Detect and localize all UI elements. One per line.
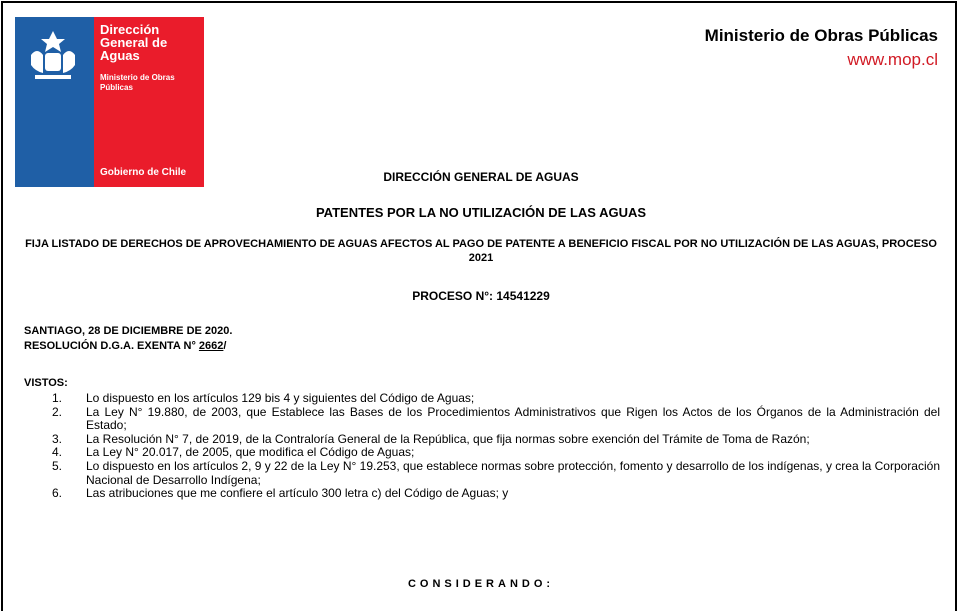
list-item-text: Lo dispuesto en los artículos 129 bis 4 y siguientes del Código de Aguas; (86, 391, 475, 405)
logo-government: Gobierno de Chile (100, 167, 187, 178)
vistos-list (24, 392, 940, 501)
logo-red-panel (94, 17, 204, 187)
ministry-url[interactable]: www.mop.cl (847, 50, 938, 69)
list-item (24, 406, 940, 433)
agency-title: DIRECCIÓN GENERAL DE AGUAS (383, 170, 579, 184)
place-date: SANTIAGO, 28 DE DICIEMBRE DE 2020. (24, 325, 233, 337)
list-item (24, 460, 940, 487)
resolution-line (24, 340, 226, 352)
vistos-heading: VISTOS: (24, 377, 68, 389)
logo-blue-panel (15, 17, 94, 187)
ministry-name: Ministerio de Obras Públicas (704, 26, 938, 45)
list-item (24, 392, 940, 406)
resolution-prefix: RESOLUCIÓN D.G.A. EXENTA N° (24, 340, 199, 352)
list-item-text: Lo dispuesto en los artículos 2, 9 y 22 de la Ley N° 19.253, que establece normas sobre protección, fomento y desarrollo de los indígenas, y crea la Corporación Nacional de Desarrollo Indígena; (86, 458, 940, 487)
logo-ministry: Ministerio de Obras Públicas (100, 73, 175, 92)
list-item-number: 3. (52, 431, 63, 446)
list-item-text: La Ley N° 20.017, de 2005, que modifica el Código de Aguas; (86, 445, 415, 460)
subtitle: FIJA LISTADO DE DERECHOS DE APROVECHAMIENTO DE AGUAS AFECTOS AL PAGO DE PATENTE A BENEFICIO FISCAL POR NO UTILIZACIÓN DE LAS AGUAS, PROCESO 2021 (25, 238, 937, 264)
list-item-text: La Ley N° 19.880, de 2003, que Establece las Bases de los Procedimientos Administrativos que Rigen los Actos de los Órganos de la Administración del Estado; (86, 404, 940, 433)
list-item (24, 446, 940, 460)
list-item-number: 6. (52, 486, 63, 501)
list-item-number: 1. (52, 391, 63, 405)
resolution-suffix: / (223, 340, 227, 352)
list-item-number: 4. (52, 445, 63, 460)
considerando-heading: CONSIDERANDO: (407, 578, 555, 590)
resolution-number: 2662 (198, 340, 224, 352)
logo-title: Dirección General de Aguas (100, 22, 168, 63)
list-item-text: Las atribuciones que me confiere el artículo 300 letra c) del Código de Aguas; y (86, 486, 509, 501)
list-item-text: La Resolución N° 7, de 2019, de la Contraloría General de la República, que fija normas sobre exención del Trámite de Toma de Razón; (86, 431, 810, 446)
main-title: PATENTES POR LA NO UTILIZACIÓN DE LAS AGUAS (315, 205, 647, 220)
list-item-number: 2. (52, 404, 63, 419)
list-item-number: 5. (52, 458, 63, 473)
list-item (24, 487, 940, 501)
process-number: PROCESO N°: 14541229 (412, 289, 550, 303)
list-item (24, 433, 940, 447)
coat-of-arms-icon (21, 25, 85, 89)
dga-logo (15, 17, 204, 187)
